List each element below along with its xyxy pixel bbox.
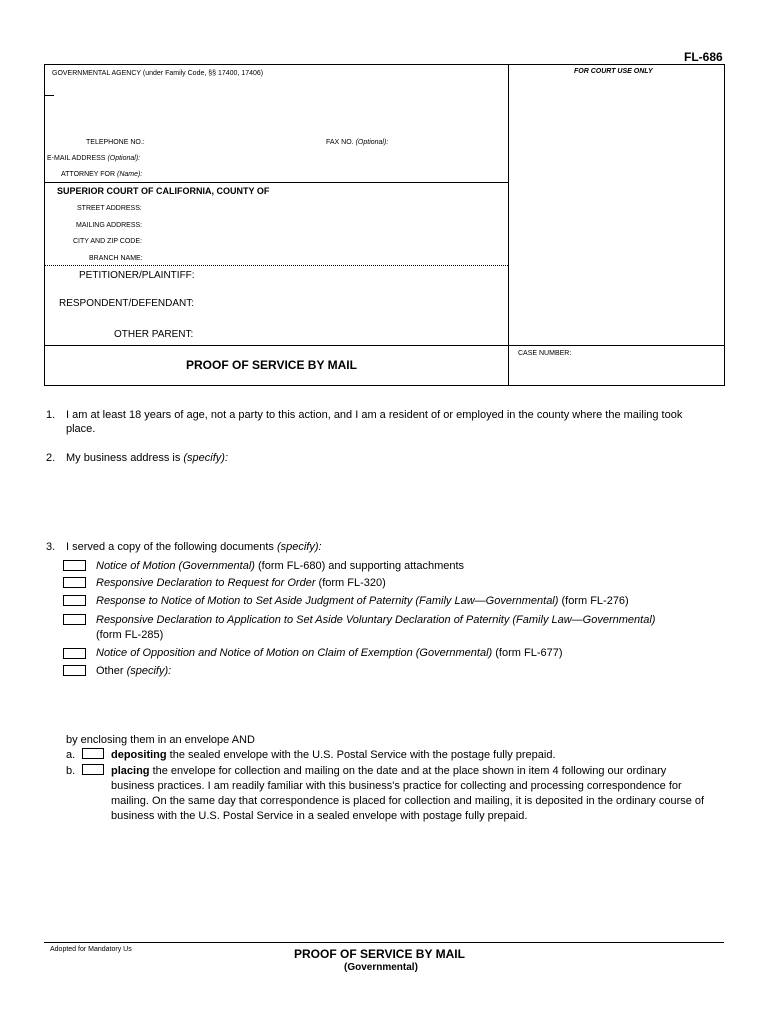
agency-label: GOVERNMENTAL AGENCY (under Family Code, §§ 17400, 17406) (52, 70, 264, 77)
item2-text: My business address is (66, 452, 181, 464)
doc-checkbox-fl276[interactable] (63, 595, 86, 606)
item1-number: 1. (46, 409, 56, 421)
form-number: FL-686 (684, 50, 723, 64)
option-b-line2: business practices. I am readily familiar with this business's practice for collecting and processing correspondence for (111, 780, 682, 792)
item3-number: 3. (46, 541, 56, 553)
doc-checkbox-other[interactable] (63, 665, 86, 676)
item2-specify: (specify): (183, 452, 229, 464)
service-intro: by enclosing them in an envelope AND (66, 734, 255, 746)
doc-checkbox-fl285[interactable] (63, 614, 86, 625)
option-b-line3: mailing. On the same day that correspondence is placed for collection and mailing, it is deposited in the ordinary course of (111, 795, 705, 807)
footer-adopted: Adopted for Mandatory Us (50, 946, 132, 953)
option-b-letter: b. (66, 765, 76, 777)
agency-tick (44, 95, 54, 96)
doc-item-fl320: Responsive Declaration to Request for Order (form FL-320) (96, 577, 386, 589)
mailing-label: MAILING ADDRESS: (76, 222, 143, 229)
petitioner-label: PETITIONER/PLAINTIFF: (79, 270, 195, 281)
item2-number: 2. (46, 452, 56, 464)
item1-line1: I am at least 18 years of age, not a party to this action, and I am a resident of or employed in the county where the mailing took (66, 409, 683, 421)
street-label: STREET ADDRESS: (77, 205, 142, 212)
title-divider (44, 345, 725, 346)
court-divider (44, 182, 508, 183)
fax-optional: (Optional): (355, 139, 389, 146)
respondent-label: RESPONDENT/DEFENDANT: (59, 298, 195, 309)
attorney-name: (Name): (117, 171, 143, 178)
doc-item-fl276: Response to Notice of Motion to Set Aside Judgment of Paternity (Family Law—Governmental) (form FL-276) (96, 595, 629, 607)
doc-item-fl285-line2: (form FL-285) (96, 629, 164, 641)
attorney-label: ATTORNEY FOR (61, 171, 116, 178)
option-b-line4: business with the U.S. Postal Service in a sealed envelope with postage fully prepaid. (111, 810, 528, 822)
footer-rule (44, 942, 724, 943)
footer-title: PROOF OF SERVICE BY MAIL (294, 947, 465, 961)
footer-subtitle: (Governmental) (344, 962, 418, 973)
doc-item-fl677: Notice of Opposition and Notice of Motion on Claim of Exemption (Governmental) (form FL-677) (96, 647, 563, 659)
item3-specify: (specify): (276, 541, 322, 553)
city-label: CITY AND ZIP CODE: (73, 238, 142, 245)
fax-label: FAX NO. (326, 139, 354, 146)
option-a-letter: a. (66, 749, 76, 761)
item3-text: I served a copy of the following documents (66, 541, 274, 553)
doc-checkbox-fl680[interactable] (63, 560, 86, 571)
doc-checkbox-fl677[interactable] (63, 648, 86, 659)
item1-line2: place. (66, 423, 96, 435)
other-parent-label: OTHER PARENT: (114, 329, 194, 340)
doc-item-fl285: Responsive Declaration to Application to Set Aside Voluntary Declaration of Paternity (Family Law—Governmental) (96, 614, 656, 626)
case-number-label: CASE NUMBER: (518, 350, 572, 357)
caption-divider (508, 64, 509, 386)
parties-divider (44, 265, 508, 266)
court-use-label: FOR COURT USE ONLY (574, 68, 653, 75)
court-title: SUPERIOR COURT OF CALIFORNIA, COUNTY OF (57, 186, 270, 196)
option-b-line1: placing the envelope for collection and mailing on the date and at the place shown in item 4 following our ordinary (111, 765, 667, 777)
doc-checkbox-fl320[interactable] (63, 577, 86, 588)
form-title: PROOF OF SERVICE BY MAIL (186, 358, 357, 372)
option-b-checkbox[interactable] (82, 764, 104, 775)
telephone-label: TELEPHONE NO.: (86, 139, 145, 146)
branch-label: BRANCH NAME: (89, 255, 143, 262)
doc-item-fl680: Notice of Motion (Governmental) (form FL-680) and supporting attachments (96, 560, 465, 572)
email-label: E-MAIL ADDRESS (47, 155, 106, 162)
doc-item-other: Other (specify): (96, 665, 172, 677)
option-a-checkbox[interactable] (82, 748, 104, 759)
email-optional: (Optional): (107, 155, 141, 162)
option-a-text: depositing the sealed envelope with the U.S. Postal Service with the postage fully prepaid. (111, 749, 556, 761)
